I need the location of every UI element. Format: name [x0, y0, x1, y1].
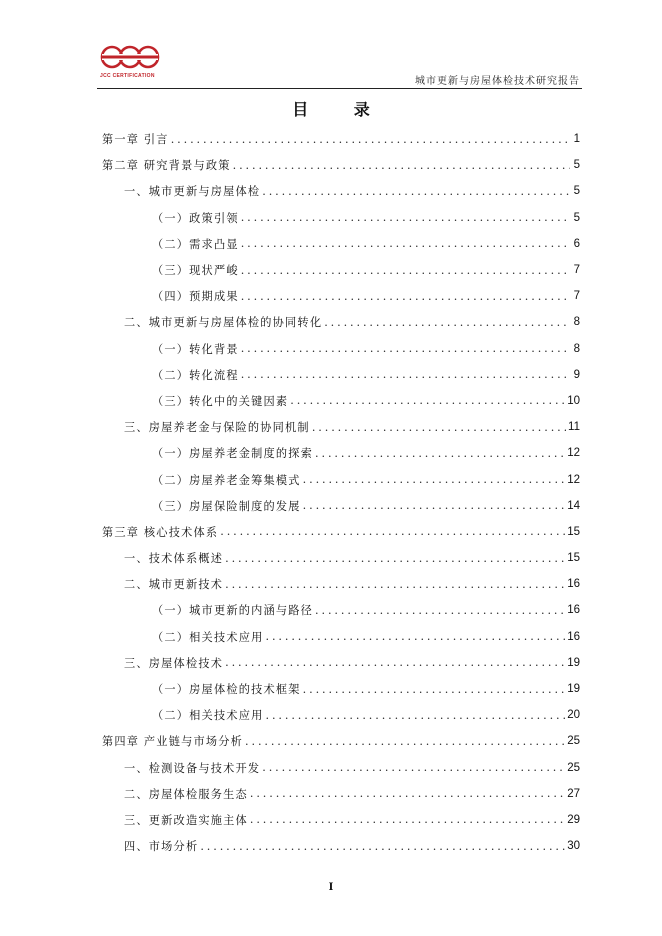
toc-entry-label: （一）房屋体检的技术框架 — [152, 683, 301, 697]
toc-entry-label: （一）转化背景 — [152, 342, 239, 356]
toc-entry[interactable] — [102, 624, 580, 650]
toc-entry[interactable] — [102, 336, 580, 362]
toc-entry[interactable] — [102, 597, 580, 623]
toc-entry-page: 19 — [567, 683, 580, 696]
toc-entry-label: （一）房屋养老金制度的探索 — [152, 447, 314, 461]
toc-leader-dots — [266, 709, 566, 722]
toc-leader-dots — [225, 578, 565, 591]
toc-entry[interactable] — [102, 545, 580, 571]
toc-entry-label: （二）转化流程 — [152, 368, 239, 382]
toc-entry[interactable] — [102, 493, 580, 519]
toc-entry[interactable] — [102, 728, 580, 754]
toc-entry-page: 12 — [567, 473, 580, 486]
page-number: I — [328, 882, 334, 893]
toc-entry-page: 5 — [573, 211, 580, 224]
toc-entry-page: 1 — [573, 133, 580, 146]
toc-entry-page: 8 — [573, 316, 580, 329]
toc-entry-page: 5 — [573, 185, 580, 198]
toc-entry-label: 二、城市更新技术 — [124, 578, 224, 592]
toc-leader-dots — [241, 290, 570, 303]
toc-leader-dots — [241, 368, 570, 381]
toc-leader-dots — [312, 421, 566, 434]
toc-entry[interactable] — [102, 807, 580, 833]
toc-leader-dots — [220, 525, 565, 538]
toc-leader-dots — [241, 237, 570, 250]
toc-entry[interactable] — [102, 152, 580, 178]
toc-entry-page: 29 — [567, 813, 580, 826]
toc-entry-label: （二）相关技术应用 — [152, 709, 264, 723]
toc-title: 目 录 — [292, 100, 390, 119]
report-title: 城市更新与房屋体检技术研究报告 — [415, 76, 580, 87]
toc-entry-page: 16 — [567, 604, 580, 617]
toc-leader-dots — [262, 185, 570, 198]
toc-entry-label: （二）房屋养老金筹集模式 — [152, 473, 301, 487]
toc-entry[interactable] — [102, 650, 580, 676]
toc-entry-label: （一）城市更新的内涵与路径 — [152, 604, 314, 618]
toc-entry[interactable] — [102, 676, 580, 702]
toc-entry[interactable] — [102, 519, 580, 545]
toc-entry-page: 19 — [567, 656, 580, 669]
toc-leader-dots — [250, 787, 565, 800]
toc-entry-page: 14 — [567, 499, 580, 512]
toc-entry-label: （三）转化中的关键因素 — [152, 394, 289, 408]
toc-entry[interactable] — [102, 178, 580, 204]
toc-leader-dots — [171, 133, 570, 146]
toc-entry-page: 15 — [567, 552, 580, 565]
toc-leader-dots — [303, 683, 566, 696]
toc-leader-dots — [303, 499, 566, 512]
toc-entry-label: 三、房屋养老金与保险的协同机制 — [124, 421, 310, 435]
toc-entry-page: 10 — [567, 394, 580, 407]
toc-leader-dots — [245, 735, 565, 748]
toc-entry-label: 一、检测设备与技术开发 — [124, 761, 261, 775]
toc-entry-label: （二）相关技术应用 — [152, 630, 264, 644]
toc-leader-dots — [241, 342, 570, 355]
toc-entry[interactable] — [102, 231, 580, 257]
toc-leader-dots — [266, 630, 566, 643]
header-divider — [97, 88, 582, 89]
toc-entry[interactable] — [102, 257, 580, 283]
toc-entry-page: 16 — [567, 578, 580, 591]
toc-entry-label: 四、市场分析 — [124, 840, 199, 854]
toc-entry[interactable] — [102, 414, 580, 440]
toc-entry-page: 6 — [573, 237, 580, 250]
toc-entry-label: （三）现状严峻 — [152, 264, 239, 278]
toc-leader-dots — [250, 813, 565, 826]
table-of-contents — [102, 126, 580, 859]
toc-entry[interactable] — [102, 205, 580, 231]
toc-entry-label: （二）需求凸显 — [152, 237, 239, 251]
toc-leader-dots — [241, 211, 570, 224]
toc-leader-dots — [262, 761, 565, 774]
toc-entry-page: 5 — [573, 159, 580, 172]
toc-entry[interactable] — [102, 362, 580, 388]
toc-entry-label: 第三章 核心技术体系 — [102, 525, 219, 539]
toc-entry[interactable] — [102, 283, 580, 309]
toc-entry-page: 7 — [573, 264, 580, 277]
toc-entry[interactable] — [102, 833, 580, 859]
toc-leader-dots — [200, 840, 565, 853]
toc-entry[interactable] — [102, 571, 580, 597]
toc-leader-dots — [290, 394, 565, 407]
toc-leader-dots — [233, 159, 570, 172]
logo-text: JCC CERTIFICATION — [100, 73, 155, 79]
toc-leader-dots — [315, 604, 565, 617]
toc-entry[interactable] — [102, 126, 580, 152]
toc-entry-page: 15 — [567, 525, 580, 538]
toc-entry-label: 第四章 产业链与市场分析 — [102, 735, 244, 749]
toc-leader-dots — [225, 656, 565, 669]
toc-entry-label: 二、城市更新与房屋体检的协同转化 — [124, 316, 323, 330]
toc-entry-label: 一、城市更新与房屋体检 — [124, 185, 261, 199]
toc-leader-dots — [225, 552, 565, 565]
toc-entry[interactable] — [102, 309, 580, 335]
toc-entry-page: 27 — [567, 787, 580, 800]
toc-entry-page: 16 — [567, 630, 580, 643]
toc-entry-page: 25 — [567, 761, 580, 774]
toc-entry[interactable] — [102, 466, 580, 492]
toc-entry-label: （一）政策引领 — [152, 211, 239, 225]
toc-entry-page: 25 — [567, 735, 580, 748]
toc-leader-dots — [303, 473, 566, 486]
toc-entry-label: （四）预期成果 — [152, 290, 239, 304]
toc-entry-page: 12 — [567, 447, 580, 460]
toc-leader-dots — [324, 316, 570, 329]
toc-entry-label: 第二章 研究背景与政策 — [102, 159, 231, 173]
toc-entry-page: 7 — [573, 290, 580, 303]
toc-entry[interactable] — [102, 388, 580, 414]
toc-entry-label: 二、房屋体检服务生态 — [124, 787, 248, 801]
toc-entry-label: （三）房屋保险制度的发展 — [152, 499, 301, 513]
toc-entry-page: 11 — [568, 421, 580, 434]
toc-entry[interactable] — [102, 702, 580, 728]
toc-entry-page: 9 — [573, 368, 580, 381]
toc-entry-label: 三、更新改造实施主体 — [124, 813, 248, 827]
toc-entry[interactable] — [102, 440, 580, 466]
toc-entry[interactable] — [102, 781, 580, 807]
toc-entry-label: 一、技术体系概述 — [124, 552, 224, 566]
toc-entry-label: 第一章 引言 — [102, 133, 169, 147]
toc-entry-page: 30 — [567, 840, 580, 853]
toc-entry[interactable] — [102, 755, 580, 781]
toc-leader-dots — [241, 264, 570, 277]
toc-leader-dots — [315, 447, 565, 460]
toc-entry-page: 8 — [573, 342, 580, 355]
toc-entry-label: 三、房屋体检技术 — [124, 656, 224, 670]
toc-entry-page: 20 — [567, 709, 580, 722]
